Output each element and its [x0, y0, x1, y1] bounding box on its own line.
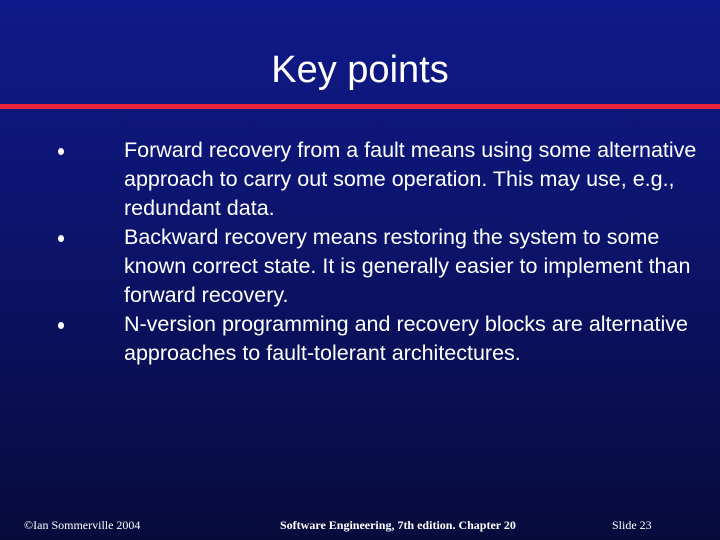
bullet-list: [0, 136, 720, 368]
bullet-dot-icon: [58, 322, 64, 329]
bullet-item: [0, 136, 720, 223]
bullet-item: [0, 223, 720, 310]
bullet-dot-icon: [58, 235, 64, 242]
bullet-dot-icon: [58, 148, 64, 155]
footer-slide-number: Slide 23: [612, 518, 652, 532]
title-underline: [0, 104, 720, 109]
footer-book-title: Software Engineering, 7th edition. Chapter 20: [280, 518, 516, 532]
footer-copyright: ©Ian Sommerville 2004: [24, 518, 141, 532]
bullet-text: Backward recovery means restoring the system to some known correct state. It is generally easier to implement than forward recovery.: [124, 225, 691, 307]
bullet-item: [0, 310, 720, 368]
bullet-text: Forward recovery from a fault means using some alternative approach to carry out some operation. This may use, e.g., redundant data.: [124, 138, 697, 220]
bullet-text: N-version programming and recovery blocks are alternative approaches to fault-tolerant architectures.: [124, 312, 689, 365]
slide-title: Key points: [271, 49, 449, 91]
